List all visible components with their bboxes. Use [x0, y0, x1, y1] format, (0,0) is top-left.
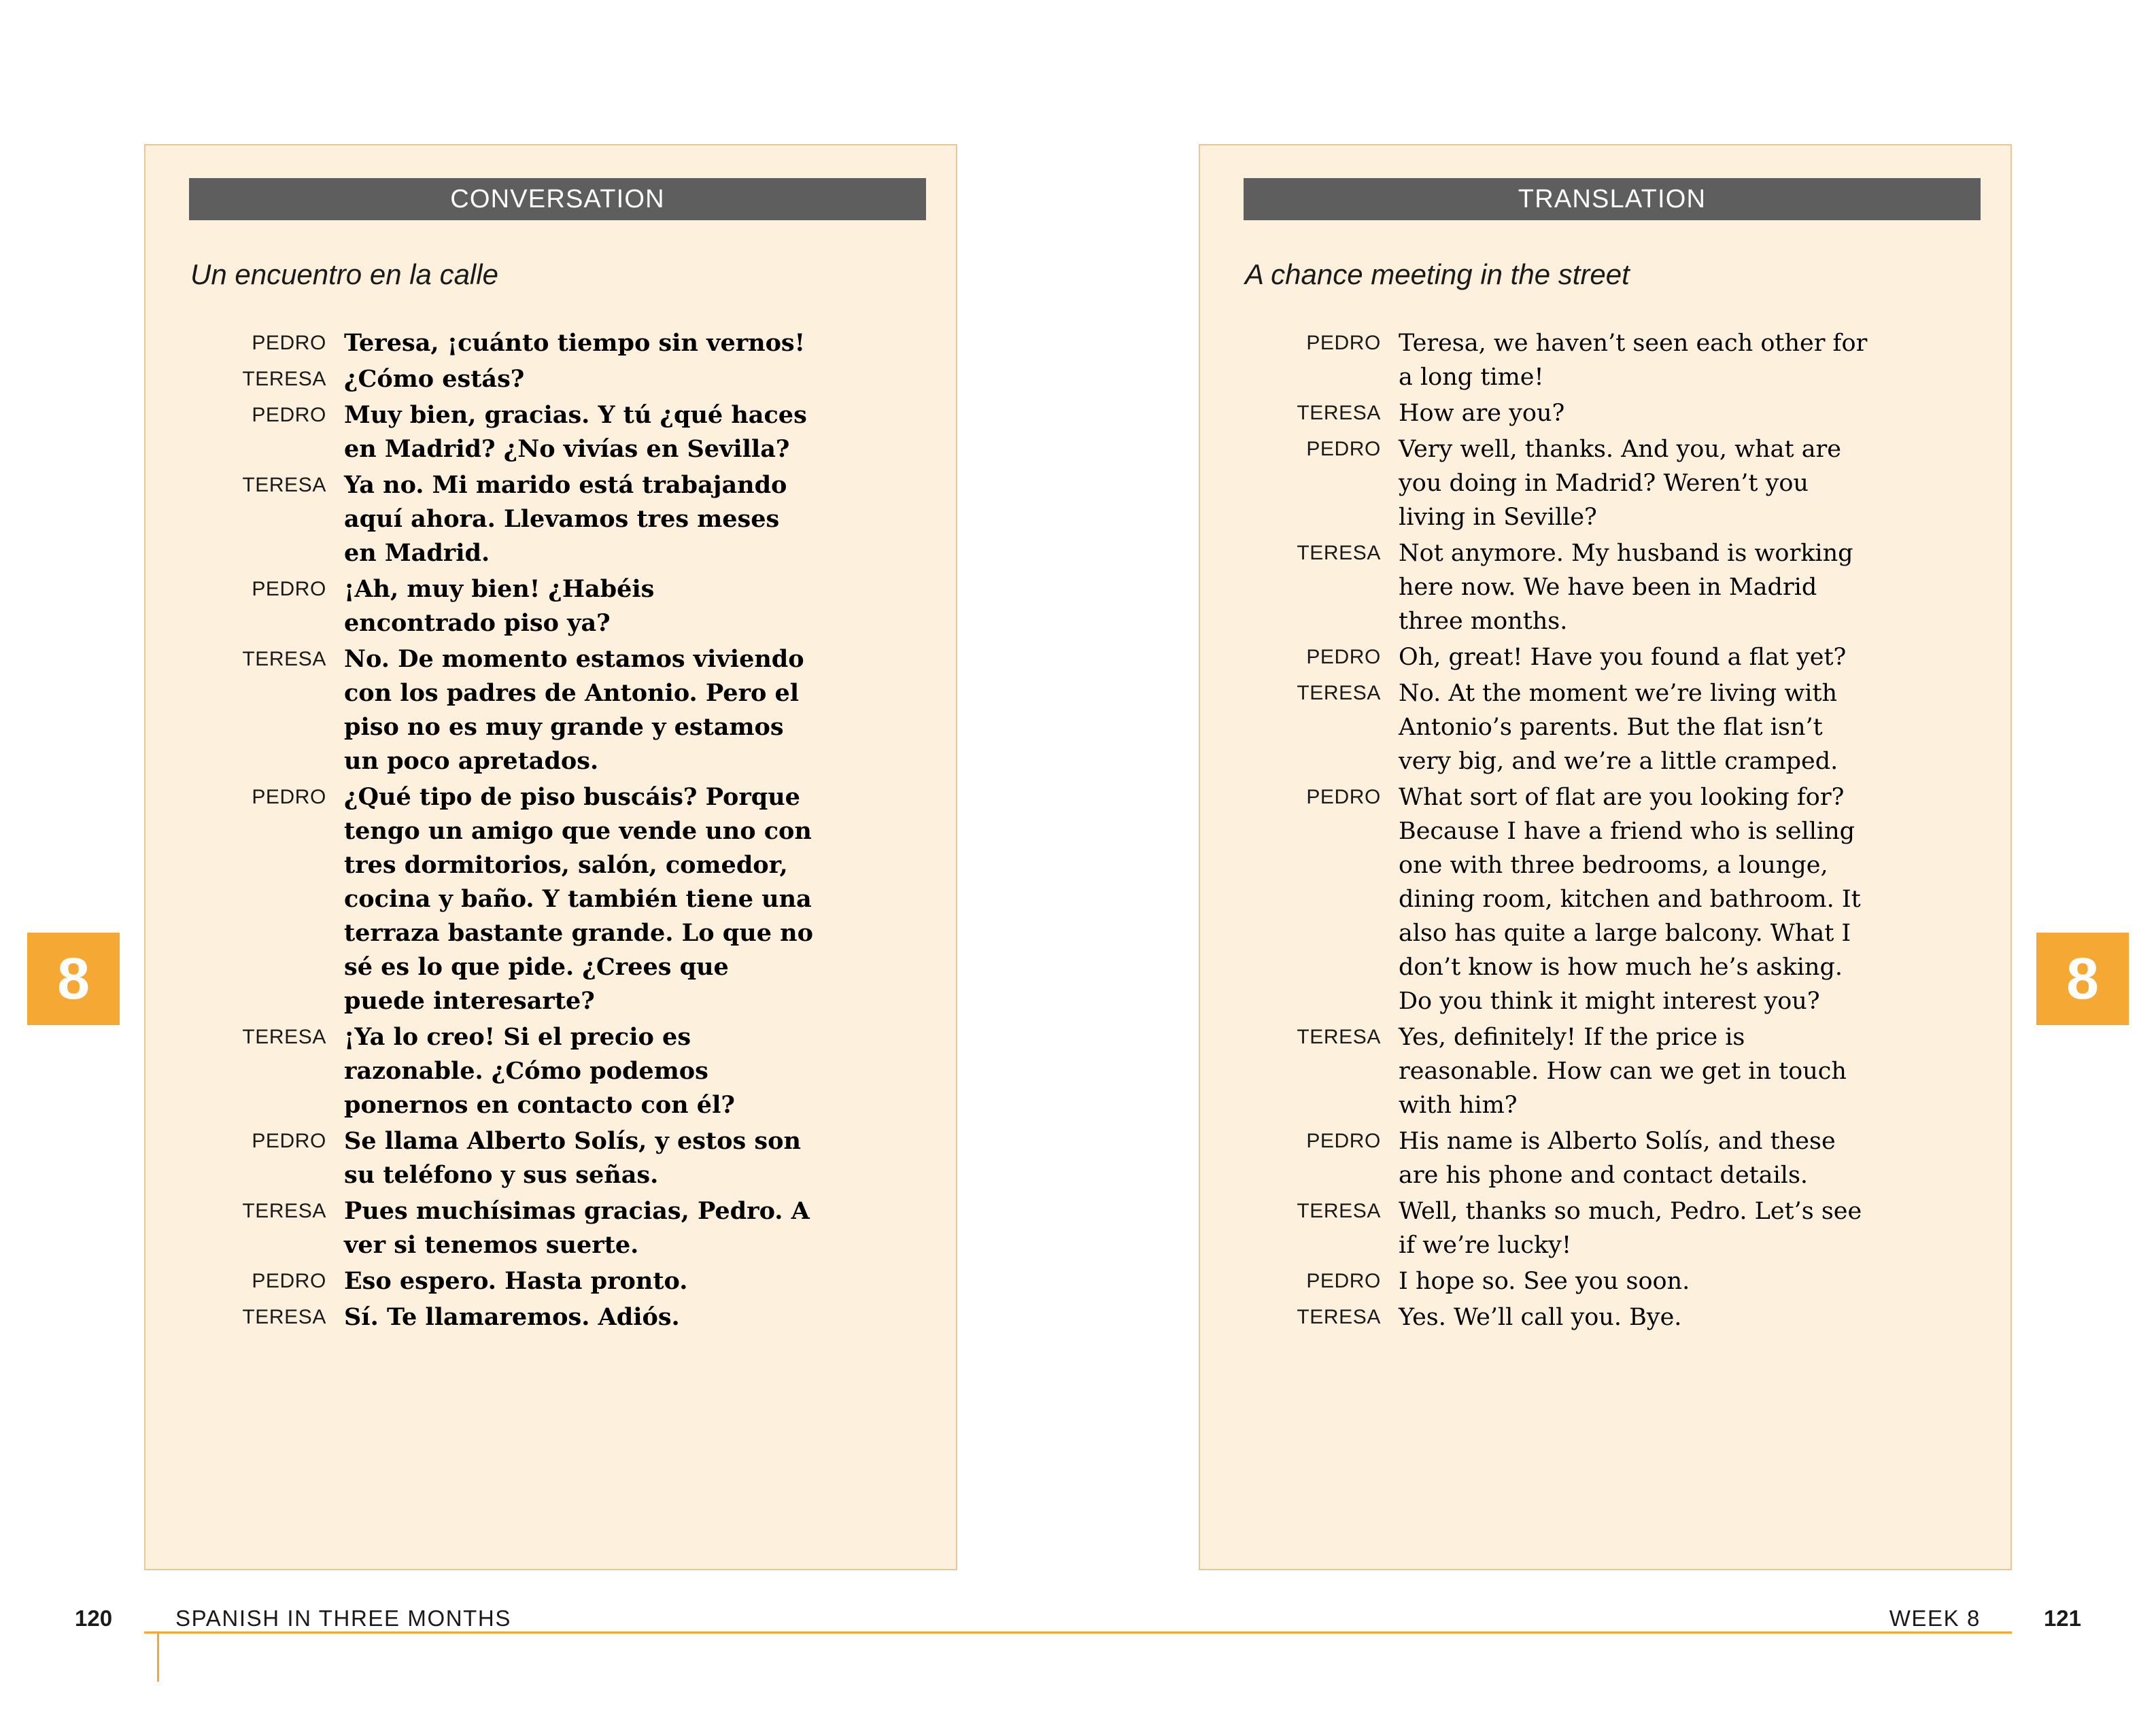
dialogue-row [218, 1124, 918, 1192]
dialogue-row [218, 1194, 918, 1262]
page-footer [0, 1606, 2156, 1684]
dialogue-speaker: PEDRO [252, 332, 326, 354]
dialogue-text: Se llama Alberto Solís, y estos son su teléfono y sus señas. [344, 1127, 801, 1189]
dialogue-text: ¿Qué tipo de piso buscáis? Porque tengo un amigo que vende uno con tres dormitorios, salón, comedor, cocina y baño. Y también tiene una terraza bastante grande. Lo que no sé es lo que pide. ¿Crees que puede interesarte? [344, 783, 813, 1015]
translation-dialogue [1272, 326, 1972, 1334]
running-head-left: SPANISH IN THREE MONTHS [175, 1606, 511, 1631]
conversation-title: Un encuentro en la calle [190, 258, 498, 290]
translation-heading-label: TRANSLATION [1518, 184, 1707, 213]
translation-panel [1199, 144, 2012, 1570]
dialogue-speaker: PEDRO [252, 1270, 326, 1292]
dialogue-row [218, 1020, 918, 1122]
dialogue-text: Eso espero. Hasta pronto. [344, 1267, 688, 1295]
dialogue-row [1272, 326, 1972, 394]
dialogue-row [1272, 676, 1972, 778]
dialogue-row [218, 1300, 918, 1334]
dialogue-row [218, 642, 918, 778]
dialogue-text: Teresa, ¡cuánto tiempo sin vernos! [344, 329, 806, 357]
dialogue-text: Not anymore. My husband is working here now. We have been in Madrid three months. [1399, 540, 1853, 635]
dialogue-text: Oh, great! Have you found a flat yet? [1399, 644, 1847, 671]
dialogue-text: Yes, definitely! If the price is reasonable. How can we get in touch with him? [1399, 1024, 1847, 1119]
translation-title: A chance meeting in the street [1245, 258, 1630, 290]
dialogue-text: No. De momento estamos viviendo con los padres de Antonio. Pero el piso no es muy grande y estamos un poco apretados. [344, 645, 804, 775]
dialogue-speaker: TERESA [242, 1200, 326, 1222]
translation-heading-bar [1244, 178, 1981, 220]
chapter-tab-right [2036, 933, 2129, 1025]
dialogue-speaker: TERESA [1297, 1306, 1381, 1328]
dialogue-text: ¡Ya lo creo! Si el precio es razonable. ¿Cómo podemos ponernos en contacto con él? [344, 1023, 735, 1119]
dialogue-text: Well, thanks so much, Pedro. Let’s see if we’re lucky! [1399, 1198, 1862, 1259]
dialogue-speaker: TERESA [1297, 542, 1381, 564]
dialogue-speaker: PEDRO [1306, 1270, 1381, 1292]
dialogue-speaker: PEDRO [1306, 332, 1381, 354]
dialogue-speaker: PEDRO [1306, 1130, 1381, 1152]
dialogue-row [218, 780, 918, 1018]
dialogue-row [218, 398, 918, 466]
dialogue-text: Yes. We’ll call you. Bye. [1399, 1304, 1682, 1331]
dialogue-speaker: PEDRO [252, 578, 326, 600]
dialogue-speaker: PEDRO [252, 404, 326, 426]
dialogue-row [1272, 640, 1972, 674]
conversation-heading-label: CONVERSATION [450, 184, 665, 213]
dialogue-speaker: TERESA [1297, 1026, 1381, 1048]
dialogue-speaker: TERESA [1297, 1200, 1381, 1222]
dialogue-row [1272, 1124, 1972, 1192]
dialogue-speaker: PEDRO [1306, 438, 1381, 460]
dialogue-speaker: PEDRO [1306, 646, 1381, 668]
dialogue-row [218, 326, 918, 360]
dialogue-row [1272, 780, 1972, 1018]
dialogue-speaker: PEDRO [252, 786, 326, 808]
dialogue-row [1272, 1020, 1972, 1122]
dialogue-text: Sí. Te llamaremos. Adiós. [344, 1303, 680, 1331]
dialogue-row [1272, 1194, 1972, 1262]
chapter-tab-right-number: 8 [2066, 946, 2099, 1011]
dialogue-speaker: PEDRO [1306, 786, 1381, 808]
dialogue-text: Teresa, we haven’t seen each other for a long time! [1399, 330, 1868, 391]
dialogue-row [218, 572, 918, 640]
dialogue-text: I hope so. See you soon. [1399, 1268, 1690, 1295]
folio-left: 120 [75, 1606, 113, 1631]
dialogue-row [218, 1264, 918, 1298]
dialogue-text: No. At the moment we’re living with Antonio’s parents. But the flat isn’t very big, and we’re a little cramped. [1399, 680, 1838, 775]
dialogue-row [1272, 1264, 1972, 1298]
dialogue-row [1272, 396, 1972, 430]
chapter-tab-left [27, 933, 120, 1025]
dialogue-text: ¿Cómo estás? [344, 365, 525, 393]
conversation-panel [144, 144, 957, 1570]
dialogue-row [1272, 536, 1972, 638]
dialogue-speaker: TERESA [1297, 682, 1381, 704]
dialogue-text: Very well, thanks. And you, what are you doing in Madrid? Weren’t you living in Seville? [1399, 436, 1842, 531]
conversation-heading-bar [189, 178, 926, 220]
dialogue-text: His name is Alberto Solís, and these are his phone and contact details. [1399, 1128, 1836, 1189]
dialogue-text: Muy bien, gracias. Y tú ¿qué haces en Madrid? ¿No vivías en Sevilla? [344, 401, 807, 463]
conversation-dialogue [218, 326, 918, 1334]
dialogue-row [218, 468, 918, 570]
dialogue-text: Pues muchísimas gracias, Pedro. A ver si tenemos suerte. [344, 1197, 810, 1259]
folio-right: 121 [2043, 1606, 2081, 1631]
dialogue-speaker: TERESA [242, 1306, 326, 1328]
dialogue-row [1272, 1300, 1972, 1334]
footer-rule-horizontal [144, 1631, 2012, 1633]
dialogue-text: ¡Ah, muy bien! ¿Habéis encontrado piso ya? [344, 575, 655, 637]
dialogue-text: How are you? [1399, 400, 1565, 427]
dialogue-text: Ya no. Mi marido está trabajando aquí ahora. Llevamos tres meses en Madrid. [344, 471, 787, 567]
dialogue-speaker: TERESA [1297, 402, 1381, 424]
dialogue-speaker: TERESA [242, 1026, 326, 1048]
dialogue-speaker: TERESA [242, 474, 326, 496]
chapter-tab-left-number: 8 [57, 946, 90, 1011]
dialogue-row [1272, 432, 1972, 534]
dialogue-row [218, 362, 918, 396]
running-head-right: WEEK 8 [1889, 1606, 1981, 1631]
dialogue-speaker: TERESA [242, 368, 326, 390]
dialogue-text: What sort of flat are you looking for? Because I have a friend who is selling one with three bedrooms, a lounge, dining room, kitchen and bathroom. It also has quite a large balcony. What I don’t know is how much he’s asking. Do you think it might interest you? [1399, 784, 1861, 1015]
dialogue-speaker: TERESA [242, 648, 326, 670]
dialogue-speaker: PEDRO [252, 1130, 326, 1152]
footer-rule-vertical [157, 1631, 159, 1682]
